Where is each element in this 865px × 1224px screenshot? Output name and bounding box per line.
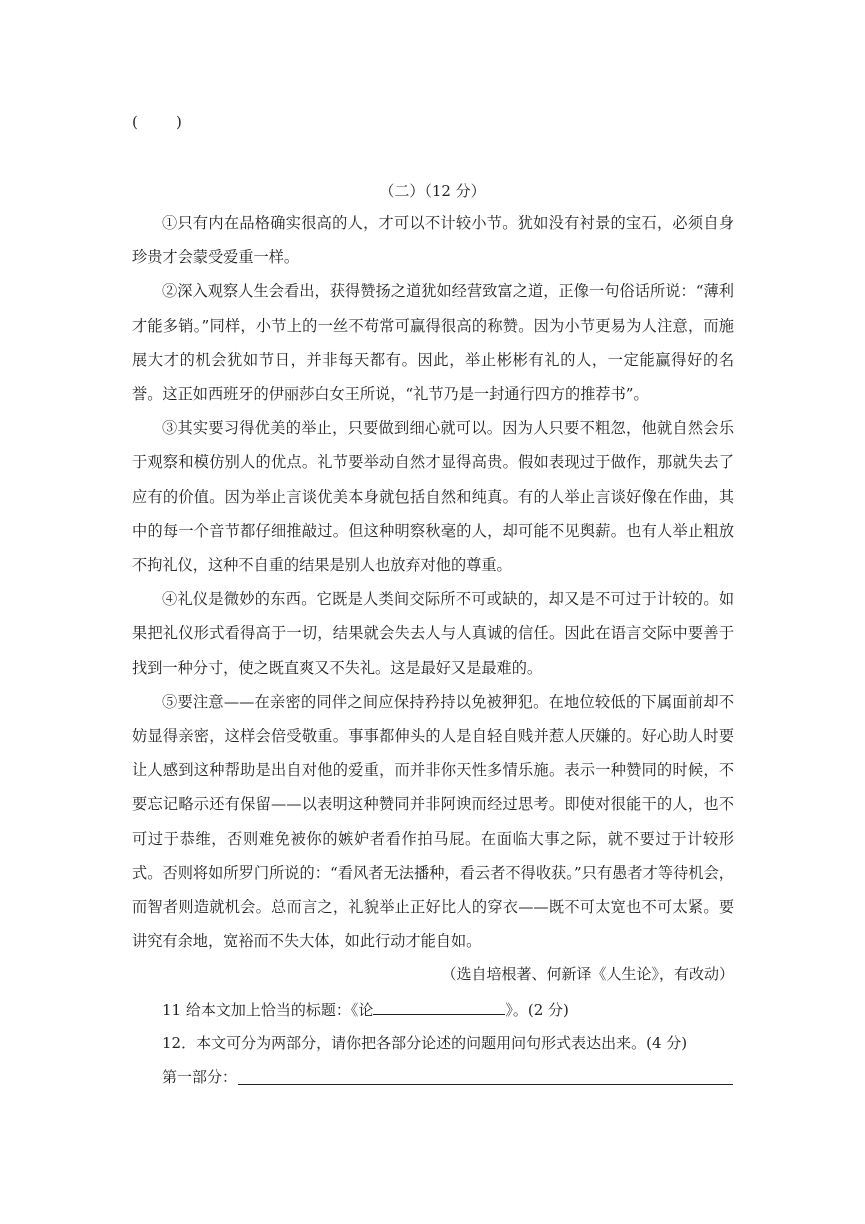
title-answer-blank[interactable] [373, 1000, 505, 1015]
source-citation: （选自培根著、何新译《人生论》，有改动） [441, 965, 734, 983]
answer-parentheses: ( ) [132, 113, 182, 131]
paragraph-3: ③其实要习得优美的举止，只要做到细心就可以。因为人只要不粗忽，他就自然会乐于观察和模仿别人的优点。礼节要举动自然才显得高贵。假如表现过于做作，那就失去了应有的价值。因为举止言谈优美本身就包括自然和纯真。有的人举止言谈好像在作曲，其中的每一个音节都仔细推敲过。但这种明察秋毫的人，却可能不见舆薪。也有人举止粗放不拘礼仪，这种不自重的结果是别人也放弃对他的尊重。 [132, 419, 734, 575]
question-11-prefix: 11 给本文加上恰当的标题：《论 [162, 1001, 374, 1019]
paragraph-4: ④礼仪是微妙的东西。它既是人类间交际所不可或缺的，却又是不可过于计较的。如果把礼仪形式看得高于一切，结果就会失去人与人真诚的信任。因此在语言交际中要善于找到一种分寸，使之既直爽又不失礼。这是最好又是最难的。 [132, 590, 734, 677]
part-one-label: 第一部分： [162, 1068, 238, 1086]
paragraph-1: ①只有内在品格确实很高的人，才可以不计较小节。犹如没有衬景的宝石，必须自身珍贵才会蒙受爱重一样。 [132, 214, 734, 267]
question-11-suffix: 》。(2 分) [505, 1001, 569, 1019]
question-11 [162, 1000, 569, 1020]
part-one-row [162, 1067, 237, 1087]
paragraph-5: ⑤要注意——在亲密的同伴之间应保持矜持以免被狎犯。在地位较低的下属面前却不妨显得亲密，这样会倍受敬重。事事都伸头的人是自轻自贱并惹人厌嫌的。好心助人时要让人感到这种帮助是出自对他的爱重，而并非你天性多情乐施。表示一种赞同的时候，不要忘记略示还有保留——以表明这种赞同并非阿谀而经过思考。即使对很能干的人，也不可过于恭维，否则难免被你的嫉妒者看作拍马屁。在面临大事之际，就不要过于计较形式。否则将如所罗门所说的：“看风者无法播种，看云者不得收获。”只有愚者才等待机会，而智者则造就机会。总而言之，礼貌举止正好比人的穿衣——既不可太宽也不可太紧。要讲究有余地，宽裕而不失大体，如此行动才能自如。 [132, 692, 734, 951]
part-one-answer-line[interactable] [238, 1084, 733, 1085]
section-heading: （二）（12 分） [379, 182, 486, 200]
paragraph-2: ②深入观察人生会看出，获得赞扬之道犹如经营致富之道，正像一句俗话所说：“薄利才能多销。”同样，小节上的一丝不苟常可赢得很高的称赞。因为小节更易为人注意，而施展大才的机会犹如节日，并非每天都有。因此，举止彬彬有礼的人，一定能赢得好的名誉。这正如西班牙的伊丽莎白女王所说，“礼节乃是一封通行四方的推荐书”。 [132, 282, 734, 404]
article-body [132, 206, 734, 958]
question-12: 12．本文可分为两部分，请你把各部分论述的问题用问句形式表达出来。(4 分) [162, 1034, 688, 1052]
